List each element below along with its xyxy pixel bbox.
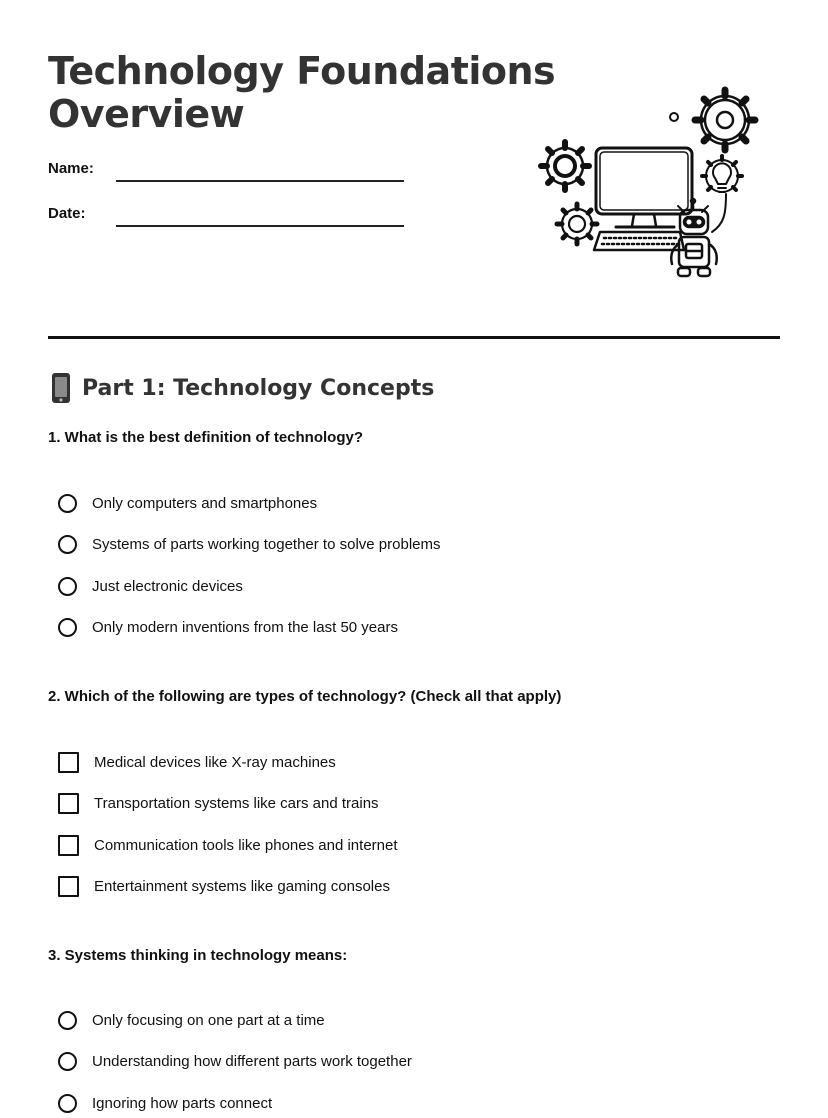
section-title-part-1 [48, 372, 434, 404]
radio-button[interactable] [58, 494, 77, 513]
date-label: Date: [48, 205, 86, 222]
question-3-prompt: 3. Systems thinking in technology means: [48, 947, 348, 964]
title-line-2: Overview [48, 92, 245, 136]
checkbox[interactable] [58, 793, 79, 814]
section-title-text: Part 1: Technology Concepts [82, 375, 435, 401]
question-3-option-1[interactable] [58, 1008, 325, 1032]
checkbox[interactable] [58, 876, 79, 897]
radio-button[interactable] [58, 618, 77, 637]
question-1-prompt: 1. What is the best definition of technology? [48, 429, 363, 446]
question-1-option-2[interactable] [58, 532, 441, 556]
option-label: Systems of parts working together to solve problems [92, 535, 441, 553]
option-label: Entertainment systems like gaming consoles [94, 877, 390, 895]
question-1-option-1[interactable] [58, 491, 317, 515]
name-field[interactable] [116, 180, 404, 182]
question-3-option-3[interactable] [58, 1091, 272, 1115]
option-label: Medical devices like X-ray machines [94, 753, 336, 771]
radio-button[interactable] [58, 1011, 77, 1030]
radio-button[interactable] [58, 577, 77, 596]
question-2-option-3[interactable] [58, 833, 398, 857]
question-2-prompt: 2. Which of the following are types of technology? (Check all that apply) [48, 688, 562, 705]
option-label: Transportation systems like cars and trains [94, 794, 379, 812]
radio-button[interactable] [58, 1094, 77, 1113]
name-label: Name: [48, 160, 94, 177]
title-line-1: Technology Foundations [48, 49, 556, 93]
checkbox[interactable] [58, 752, 79, 773]
option-label: Communication tools like phones and internet [94, 836, 398, 854]
radio-button[interactable] [58, 1052, 77, 1071]
question-1-option-3[interactable] [58, 574, 243, 598]
mobile-phone-icon [48, 372, 74, 404]
option-label: Only focusing on one part at a time [92, 1011, 325, 1029]
worksheet-title [48, 50, 555, 136]
radio-button[interactable] [58, 535, 77, 554]
question-2-option-1[interactable] [58, 750, 336, 774]
question-1-option-4[interactable] [58, 615, 398, 639]
question-3-option-2[interactable] [58, 1049, 412, 1073]
option-label: Understanding how different parts work together [92, 1052, 412, 1070]
question-2-option-2[interactable] [58, 791, 379, 815]
date-field[interactable] [116, 225, 404, 227]
section-divider [48, 336, 780, 339]
checkbox[interactable] [58, 835, 79, 856]
option-label: Just electronic devices [92, 577, 243, 595]
option-label: Only computers and smartphones [92, 494, 318, 512]
option-label: Ignoring how parts connect [92, 1094, 273, 1112]
option-label: Only modern inventions from the last 50 years [92, 618, 398, 636]
question-2-option-4[interactable] [58, 874, 390, 898]
computer-robot-gears-icon [536, 84, 764, 284]
